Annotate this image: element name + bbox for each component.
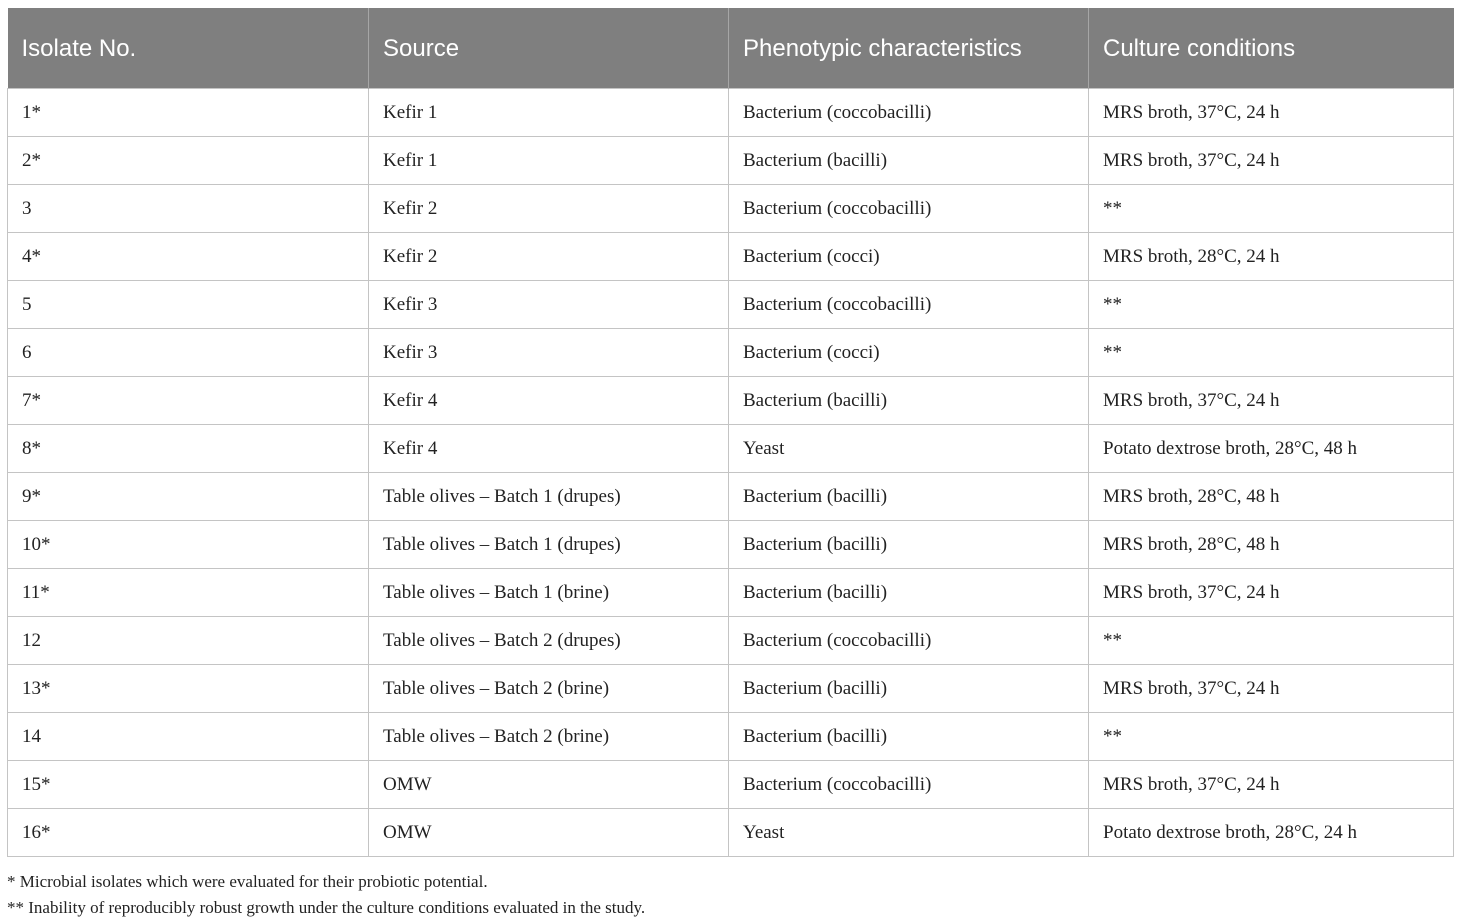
cell-phenotype: Bacterium (bacilli): [729, 377, 1089, 425]
isolates-table: [7, 8, 1454, 857]
cell-isolate-no: 5: [8, 281, 369, 329]
cell-source: Kefir 3: [369, 281, 729, 329]
cell-phenotype: Bacterium (cocci): [729, 233, 1089, 281]
cell-culture-conditions: MRS broth, 37°C, 24 h: [1089, 761, 1454, 809]
cell-source: Table olives – Batch 2 (brine): [369, 713, 729, 761]
cell-isolate-no: 4*: [8, 233, 369, 281]
cell-phenotype: Bacterium (cocci): [729, 329, 1089, 377]
cell-phenotype: Bacterium (bacilli): [729, 521, 1089, 569]
cell-isolate-no: 12: [8, 617, 369, 665]
cell-culture-conditions: MRS broth, 37°C, 24 h: [1089, 137, 1454, 185]
cell-phenotype: Bacterium (bacilli): [729, 713, 1089, 761]
cell-source: Table olives – Batch 1 (drupes): [369, 521, 729, 569]
table-row: [8, 473, 1454, 521]
cell-source: Kefir 1: [369, 137, 729, 185]
cell-phenotype: Bacterium (bacilli): [729, 569, 1089, 617]
cell-isolate-no: 9*: [8, 473, 369, 521]
cell-culture-conditions: Potato dextrose broth, 28°C, 24 h: [1089, 809, 1454, 857]
cell-culture-conditions: Potato dextrose broth, 28°C, 48 h: [1089, 425, 1454, 473]
cell-isolate-no: 14: [8, 713, 369, 761]
table-row: [8, 809, 1454, 857]
table-body: [8, 89, 1454, 857]
header-phenotypic-characteristics: Phenotypic characteristics: [729, 8, 1089, 89]
cell-source: Kefir 2: [369, 233, 729, 281]
cell-culture-conditions: MRS broth, 37°C, 24 h: [1089, 569, 1454, 617]
cell-source: Table olives – Batch 1 (brine): [369, 569, 729, 617]
cell-culture-conditions: MRS broth, 28°C, 48 h: [1089, 521, 1454, 569]
cell-phenotype: Bacterium (coccobacilli): [729, 89, 1089, 137]
table-header: [8, 8, 1454, 89]
cell-isolate-no: 3: [8, 185, 369, 233]
cell-culture-conditions: **: [1089, 617, 1454, 665]
cell-phenotype: Bacterium (coccobacilli): [729, 617, 1089, 665]
table-row: [8, 713, 1454, 761]
cell-isolate-no: 2*: [8, 137, 369, 185]
cell-isolate-no: 10*: [8, 521, 369, 569]
cell-phenotype: Bacterium (coccobacilli): [729, 185, 1089, 233]
table-row: [8, 377, 1454, 425]
cell-source: Table olives – Batch 1 (drupes): [369, 473, 729, 521]
table-row: [8, 233, 1454, 281]
cell-isolate-no: 11*: [8, 569, 369, 617]
cell-culture-conditions: MRS broth, 28°C, 48 h: [1089, 473, 1454, 521]
table-row: [8, 89, 1454, 137]
cell-culture-conditions: MRS broth, 28°C, 24 h: [1089, 233, 1454, 281]
cell-phenotype: Bacterium (bacilli): [729, 137, 1089, 185]
isolates-table-container: [7, 8, 1453, 857]
cell-isolate-no: 6: [8, 329, 369, 377]
cell-phenotype: Bacterium (bacilli): [729, 473, 1089, 521]
footnote-probiotic: * Microbial isolates which were evaluated for their probiotic potential.: [7, 872, 488, 891]
cell-isolate-no: 16*: [8, 809, 369, 857]
table-row: [8, 521, 1454, 569]
cell-source: OMW: [369, 809, 729, 857]
cell-phenotype: Yeast: [729, 809, 1089, 857]
cell-culture-conditions: **: [1089, 281, 1454, 329]
table-row: [8, 761, 1454, 809]
cell-source: Kefir 3: [369, 329, 729, 377]
header-isolate-no: Isolate No.: [8, 8, 369, 89]
cell-culture-conditions: **: [1089, 185, 1454, 233]
table-row: [8, 617, 1454, 665]
cell-culture-conditions: MRS broth, 37°C, 24 h: [1089, 665, 1454, 713]
cell-phenotype: Bacterium (coccobacilli): [729, 761, 1089, 809]
header-culture-conditions: Culture conditions: [1089, 8, 1454, 89]
cell-source: Kefir 4: [369, 425, 729, 473]
cell-isolate-no: 13*: [8, 665, 369, 713]
table-row: [8, 569, 1454, 617]
cell-phenotype: Bacterium (bacilli): [729, 665, 1089, 713]
table-row: [8, 665, 1454, 713]
table-row: [8, 137, 1454, 185]
cell-culture-conditions: MRS broth, 37°C, 24 h: [1089, 377, 1454, 425]
cell-isolate-no: 15*: [8, 761, 369, 809]
cell-phenotype: Yeast: [729, 425, 1089, 473]
table-row: [8, 281, 1454, 329]
table-row: [8, 329, 1454, 377]
header-source: Source: [369, 8, 729, 89]
cell-source: Kefir 1: [369, 89, 729, 137]
cell-culture-conditions: MRS broth, 37°C, 24 h: [1089, 89, 1454, 137]
cell-source: Table olives – Batch 2 (brine): [369, 665, 729, 713]
table-row: [8, 185, 1454, 233]
cell-phenotype: Bacterium (coccobacilli): [729, 281, 1089, 329]
cell-culture-conditions: **: [1089, 713, 1454, 761]
cell-source: Kefir 2: [369, 185, 729, 233]
cell-isolate-no: 1*: [8, 89, 369, 137]
cell-source: OMW: [369, 761, 729, 809]
cell-source: Kefir 4: [369, 377, 729, 425]
footnote-growth: ** Inability of reproducibly robust growth under the culture conditions evaluated in the study.: [7, 898, 646, 917]
cell-isolate-no: 8*: [8, 425, 369, 473]
table-row: [8, 425, 1454, 473]
header-row: [8, 8, 1454, 89]
cell-culture-conditions: **: [1089, 329, 1454, 377]
cell-isolate-no: 7*: [8, 377, 369, 425]
footnotes: [7, 869, 645, 921]
cell-source: Table olives – Batch 2 (drupes): [369, 617, 729, 665]
